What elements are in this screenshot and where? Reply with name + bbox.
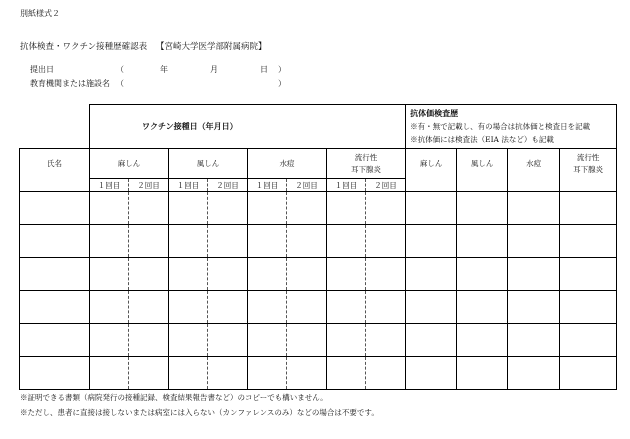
antibody-cell[interactable] — [406, 192, 457, 225]
antibody-test-title: 抗体価検査歴 — [410, 108, 459, 118]
form-number-label: 別紙様式２ — [20, 9, 60, 18]
antibody-cell[interactable] — [560, 357, 617, 390]
mumps-vaccine-header — [327, 149, 406, 179]
date-cell[interactable] — [248, 192, 287, 225]
date-cell[interactable] — [327, 357, 366, 390]
varicella-vaccine-header: 水痘 — [248, 149, 327, 179]
date-cell[interactable] — [287, 291, 327, 324]
blank-corner-cell — [20, 105, 90, 149]
date-cell[interactable] — [366, 192, 406, 225]
date-cell[interactable] — [90, 357, 129, 390]
antibody-cell[interactable] — [406, 324, 457, 357]
date-cell[interactable] — [129, 258, 169, 291]
open-paren: （ — [116, 65, 124, 74]
measles-dose1-header: １回目 — [90, 179, 129, 192]
date-cell[interactable] — [366, 357, 406, 390]
day-label: 日 — [260, 65, 268, 74]
open-paren: （ — [116, 79, 124, 88]
name-cell[interactable] — [20, 258, 90, 291]
date-cell[interactable] — [287, 225, 327, 258]
date-cell[interactable] — [208, 258, 248, 291]
date-cell[interactable] — [366, 258, 406, 291]
mumps-label-line1: 流行性 — [576, 153, 600, 162]
date-cell[interactable] — [208, 291, 248, 324]
antibody-cell[interactable] — [457, 324, 508, 357]
measles-dose2-header: ２回目 — [129, 179, 169, 192]
date-cell[interactable] — [287, 324, 327, 357]
date-cell[interactable] — [129, 192, 169, 225]
name-column-header: 氏名 — [20, 149, 90, 192]
antibody-cell[interactable] — [508, 357, 560, 390]
date-cell[interactable] — [366, 291, 406, 324]
antibody-cell[interactable] — [560, 192, 617, 225]
name-cell[interactable] — [20, 192, 90, 225]
date-cell[interactable] — [327, 225, 366, 258]
antibody-cell[interactable] — [406, 225, 457, 258]
antibody-cell[interactable] — [508, 192, 560, 225]
date-cell[interactable] — [169, 324, 208, 357]
date-cell[interactable] — [287, 192, 327, 225]
close-paren: ） — [278, 79, 286, 88]
date-cell[interactable] — [327, 258, 366, 291]
date-cell[interactable] — [90, 225, 129, 258]
mumps-dose1-header: １回目 — [327, 179, 366, 192]
date-cell[interactable] — [248, 225, 287, 258]
date-cell[interactable] — [327, 192, 366, 225]
vaccine-date-header: ワクチン接種日（年月日） — [90, 105, 406, 149]
date-cell[interactable] — [129, 324, 169, 357]
antibody-cell[interactable] — [560, 225, 617, 258]
rubella-antibody-header: 風しん — [457, 149, 508, 192]
entry-row — [20, 225, 617, 258]
date-cell[interactable] — [327, 324, 366, 357]
date-cell[interactable] — [169, 258, 208, 291]
antibody-cell[interactable] — [508, 258, 560, 291]
antibody-cell[interactable] — [406, 291, 457, 324]
antibody-cell[interactable] — [560, 291, 617, 324]
mumps-label-line1: 流行性 — [354, 152, 378, 162]
entry-row — [20, 291, 617, 324]
entry-row — [20, 324, 617, 357]
entry-row — [20, 258, 617, 291]
date-cell[interactable] — [248, 324, 287, 357]
hospital-name: 【宮崎大学医学部附属病院】 — [156, 42, 267, 52]
mumps-antibody-header — [560, 149, 617, 192]
submission-date-label: 提出日 — [30, 65, 54, 74]
date-cell[interactable] — [208, 357, 248, 390]
date-cell[interactable] — [208, 225, 248, 258]
date-cell[interactable] — [287, 357, 327, 390]
date-cell[interactable] — [169, 291, 208, 324]
rubella-dose2-header: ２回目 — [208, 179, 248, 192]
entry-row — [20, 357, 617, 390]
date-cell[interactable] — [248, 357, 287, 390]
document-title: 抗体検査・ワクチン接種歴確認表 — [20, 42, 148, 52]
date-cell[interactable] — [169, 192, 208, 225]
date-cell[interactable] — [90, 258, 129, 291]
institution-label: 教育機関または施設名 — [30, 79, 110, 88]
date-cell[interactable] — [248, 258, 287, 291]
entry-row — [20, 192, 617, 225]
antibody-cell[interactable] — [406, 357, 457, 390]
antibody-cell[interactable] — [508, 225, 560, 258]
date-cell[interactable] — [248, 291, 287, 324]
antibody-cell[interactable] — [560, 324, 617, 357]
antibody-note-1: ※有・無で記載し、有の場合は抗体価と検査日を記載 — [410, 122, 591, 131]
date-cell[interactable] — [129, 291, 169, 324]
date-cell[interactable] — [287, 258, 327, 291]
antibody-cell[interactable] — [508, 291, 560, 324]
date-cell[interactable] — [366, 225, 406, 258]
antibody-cell[interactable] — [508, 324, 560, 357]
date-cell[interactable] — [90, 192, 129, 225]
name-cell[interactable] — [20, 357, 90, 390]
date-cell[interactable] — [90, 291, 129, 324]
month-label: 月 — [210, 65, 218, 74]
mumps-label-line2: 耳下腺炎 — [573, 165, 604, 174]
date-cell[interactable] — [208, 324, 248, 357]
varicella-antibody-header: 水痘 — [508, 149, 560, 192]
name-cell[interactable] — [20, 291, 90, 324]
antibody-cell[interactable] — [457, 258, 508, 291]
antibody-cell[interactable] — [406, 258, 457, 291]
date-cell[interactable] — [366, 324, 406, 357]
date-cell[interactable] — [169, 225, 208, 258]
date-cell[interactable] — [129, 357, 169, 390]
date-cell[interactable] — [327, 291, 366, 324]
rubella-vaccine-header: 風しん — [169, 149, 248, 179]
name-cell[interactable] — [20, 324, 90, 357]
year-label: 年 — [160, 65, 168, 74]
antibody-cell[interactable] — [457, 192, 508, 225]
antibody-test-header — [406, 105, 617, 149]
footnote-2: ※ただし、患者に直接は接しないまたは病室には入らない（カンファレンスのみ）などの場合は不要です。 — [20, 408, 379, 417]
antibody-cell[interactable] — [560, 258, 617, 291]
varicella-dose1-header: １回目 — [248, 179, 287, 192]
date-cell[interactable] — [208, 192, 248, 225]
mumps-label-line2: 耳下腺炎 — [351, 164, 382, 174]
date-cell[interactable] — [90, 324, 129, 357]
mumps-dose2-header: ２回目 — [366, 179, 406, 192]
vaccination-record-table — [19, 104, 617, 390]
antibody-note-2: ※抗体価には検査法（EIA 法など）も記載 — [410, 135, 554, 144]
measles-antibody-header: 麻しん — [406, 149, 457, 192]
footnote-1: ※証明できる書類（病院発行の接種記録、検査結果報告書など）のコピーでも構いません。 — [20, 393, 328, 402]
close-paren: ） — [278, 65, 286, 74]
rubella-dose1-header: １回目 — [169, 179, 208, 192]
antibody-cell[interactable] — [457, 291, 508, 324]
date-cell[interactable] — [169, 357, 208, 390]
name-cell[interactable] — [20, 225, 90, 258]
measles-vaccine-header: 麻しん — [90, 149, 169, 179]
antibody-cell[interactable] — [457, 357, 508, 390]
date-cell[interactable] — [129, 225, 169, 258]
antibody-cell[interactable] — [457, 225, 508, 258]
varicella-dose2-header: ２回目 — [287, 179, 327, 192]
